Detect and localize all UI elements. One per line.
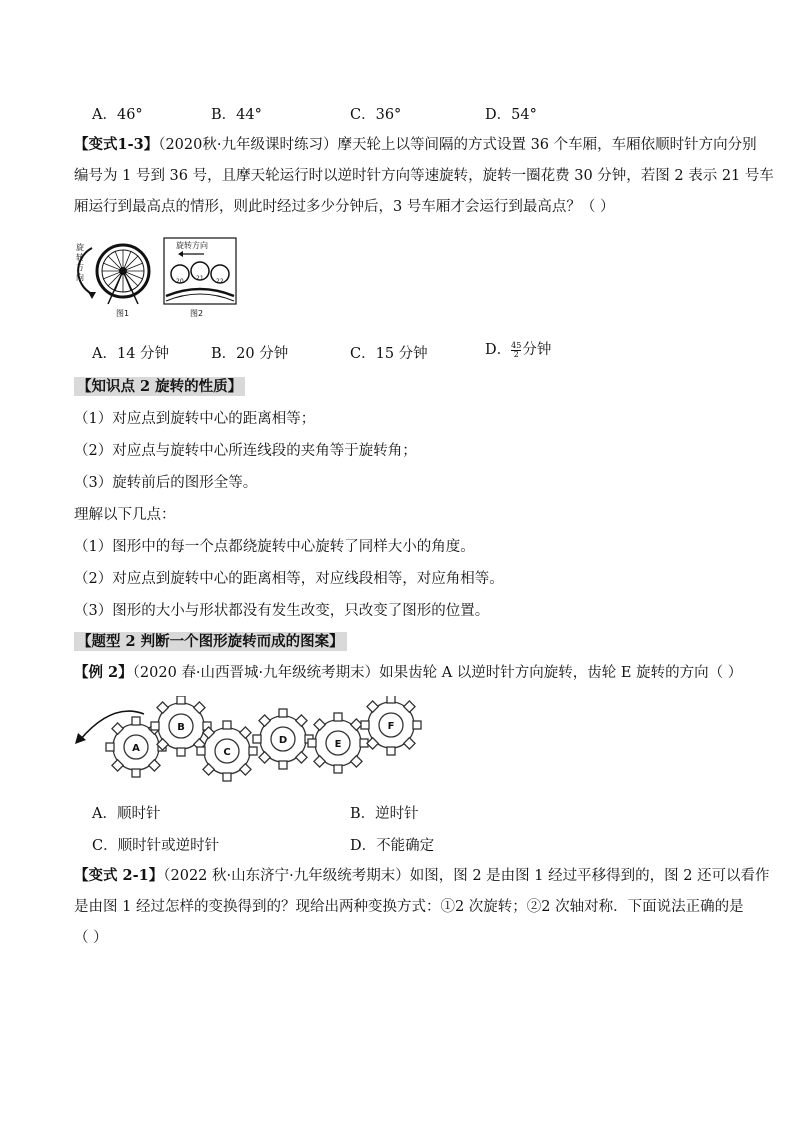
variant-1-3-text1: （2020秋·九年级课时练习）摩天轮上以等间隔的方式设置 36 个车厢，车厢依顺时针方向分别 — [158, 137, 757, 153]
v13-option-d[interactable]: D． $\frac{45}{2}$ 分钟 — [485, 340, 552, 359]
v13-option-b[interactable]: B．20 分钟 — [211, 346, 289, 362]
variant-1-3-line3: 厢运行到最高点的情形，则此时经过多少分钟后，3 号车厢才会运行到最高点？（ ） — [74, 199, 615, 215]
figure-2-caption: 图2 — [190, 309, 204, 318]
svg-text:F: F — [387, 721, 395, 732]
svg-text:20: 20 — [176, 278, 184, 285]
car-numbers — [176, 275, 224, 285]
ex2-option-a[interactable]: A．顺时针 — [92, 806, 161, 822]
svg-text:向: 向 — [76, 273, 84, 282]
ferris-wheel-figure — [74, 234, 240, 320]
q1-option-b[interactable]: B．44° — [211, 107, 262, 123]
fraction-45-over-2: $\frac{45}{2}$ — [511, 340, 522, 359]
kp2-point-2: （2）对应点到旋转中心的距离相等，对应线段相等，对应角相等。 — [74, 571, 504, 587]
kp2-point-1: （1）图形中的每一个点都绕旋转中心旋转了同样大小的角度。 — [74, 539, 475, 555]
kp2-understand: 理解以下几点： — [74, 507, 176, 523]
variant-1-3-tag: 【变式1-3】 — [74, 136, 159, 153]
svg-text:C: C — [223, 747, 231, 758]
v13-option-a[interactable]: A．14 分钟 — [92, 346, 170, 362]
topic-type-2-title: 【题型 2 判断一个图形旋转而成的图案】 — [74, 632, 347, 652]
q1-option-a[interactable]: A．46° — [92, 107, 143, 123]
knowledge-point-2-title: 【知识点 2 旋转的性质】 — [74, 377, 245, 397]
variant-1-3-line2: 编号为 1 号到 36 号，且摩天轮运行时以逆时针方向等速旋转，旋转一圈花费 30 分钟，若图 2 表示 21 号车 — [74, 168, 774, 184]
kp2-item-3: （3）旋转前后的图形全等。 — [74, 475, 258, 491]
gears-figure — [72, 696, 428, 786]
svg-text:B: B — [177, 722, 185, 733]
svg-text:方: 方 — [76, 263, 84, 272]
ex2-option-c[interactable]: C．顺时针或逆时针 — [92, 838, 220, 854]
kp2-point-3: （3）图形的大小与形状都没有发生改变，只改变了图形的位置。 — [74, 603, 490, 619]
variant-2-1-line3: （ ） — [74, 930, 108, 946]
figure-1-caption: 图1 — [116, 309, 130, 318]
kp2-item-2: （2）对应点与旋转中心所连线段的夹角等于旋转角； — [74, 443, 417, 459]
variant-2-1-line1: 【变式 2-1】（2022 秋·山东济宁·九年级统考期末）如图，图 2 是由图 1 经过平移得到的，图 2 还可以看作 — [74, 867, 770, 884]
svg-text:A: A — [132, 743, 140, 754]
q1-option-c[interactable]: C．36° — [350, 107, 402, 123]
figure-2-direction-label: 旋转方向 — [176, 241, 208, 250]
ferris-wheel-icon — [97, 245, 149, 304]
svg-text:E: E — [334, 739, 342, 750]
svg-text:转: 转 — [76, 253, 84, 262]
variant-2-1-tag: 【变式 2-1】 — [74, 867, 164, 884]
svg-text:21: 21 — [196, 275, 204, 282]
svg-text:22: 22 — [216, 278, 224, 285]
ex2-option-d[interactable]: D．不能确定 — [350, 838, 435, 854]
kp2-item-1: （1）对应点到旋转中心的距离相等； — [74, 411, 316, 427]
ex2-option-b[interactable]: B．逆时针 — [350, 806, 419, 822]
svg-text:旋: 旋 — [76, 243, 84, 252]
example-2-tag: 【例 2】 — [74, 664, 133, 681]
v13-option-c[interactable]: C．15 分钟 — [350, 346, 428, 362]
variant-2-1-line2: 是由图 1 经过怎样的变换得到的？现给出两种变换方式：①2 次旋转；②2 次轴对称．下面说法正确的是 — [74, 899, 744, 915]
svg-text:D: D — [278, 735, 288, 746]
q1-option-d[interactable]: D．54° — [485, 107, 537, 123]
variant-1-3-line1 — [74, 135, 757, 155]
example-2-question: 【例 2】（2020 春·山西晋城·九年级统考期末）如果齿轮 A 以逆时针方向旋转，齿轮 E 旋转的方向（ ） — [74, 664, 743, 681]
